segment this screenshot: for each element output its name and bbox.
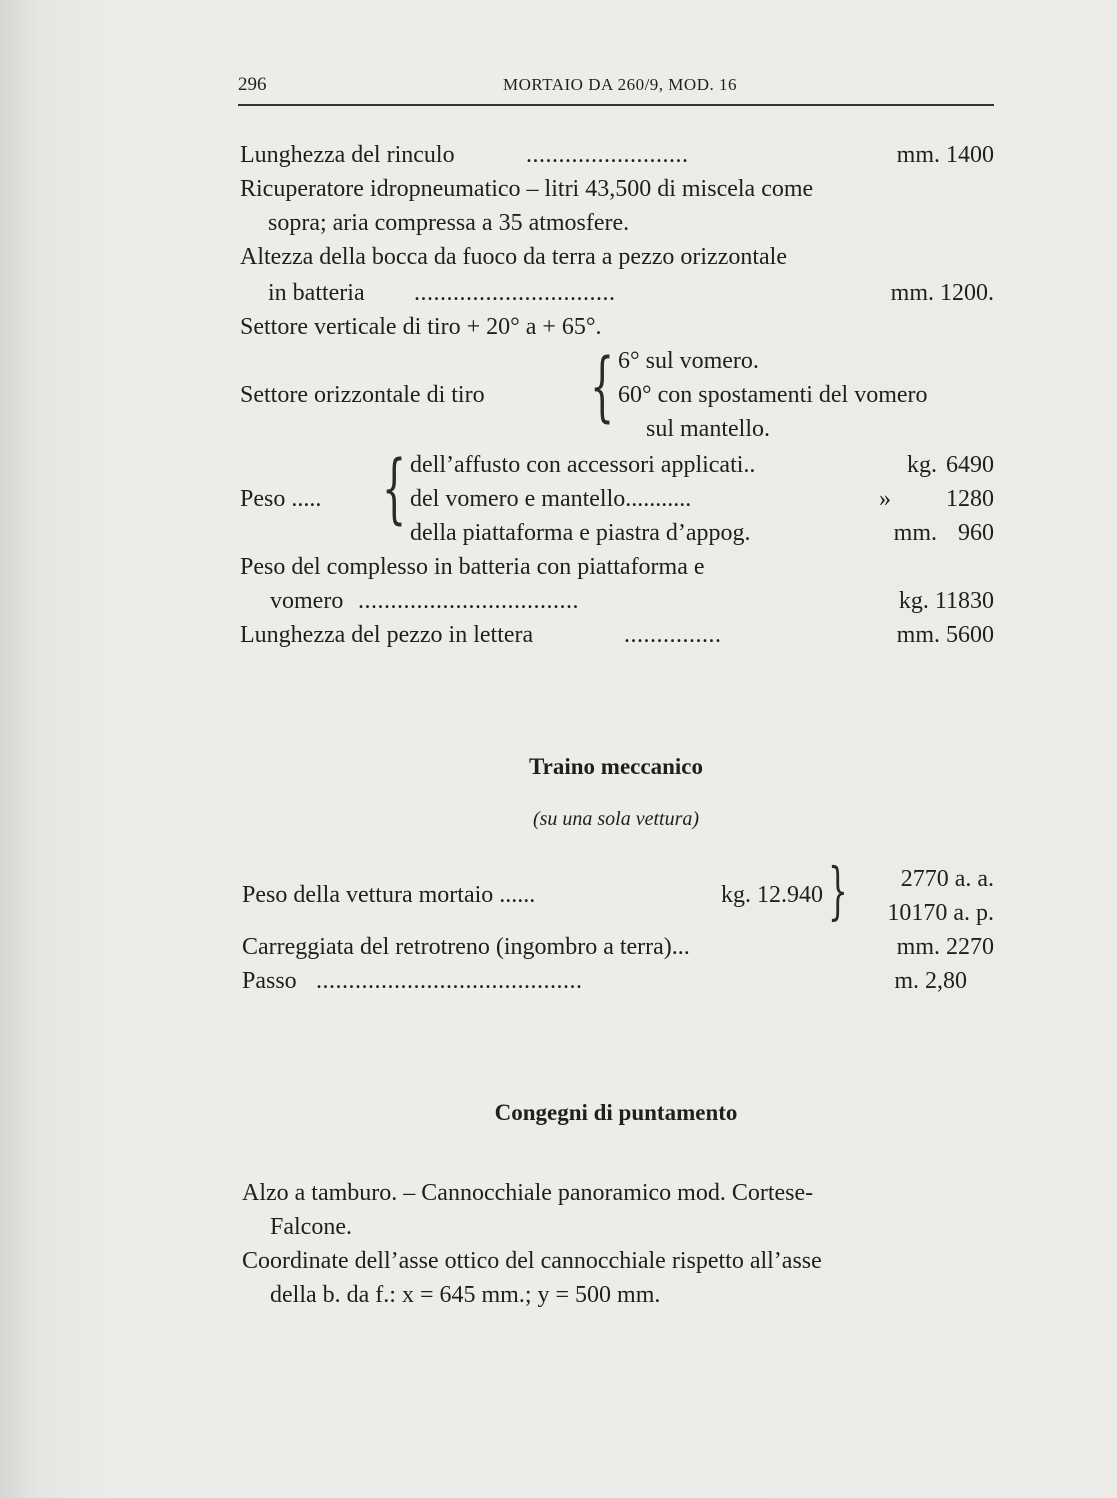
rinculo-value: mm. 1400 <box>896 142 994 168</box>
lettera-label: Lunghezza del pezzo in lettera <box>240 622 534 648</box>
running-title: MORTAIO DA 260/9, MOD. 16 <box>503 75 737 94</box>
peso-vettura-label: Peso della vettura mortaio ...... <box>242 882 536 908</box>
passo-dots: ......................................... <box>316 968 583 994</box>
peso-label: Peso ..... <box>240 486 322 512</box>
complesso-value: kg. 11830 <box>898 588 994 614</box>
lettera-value: mm. 5600 <box>896 622 994 648</box>
settore-orizzontale-1: 6° sul vomero. <box>618 348 759 374</box>
peso-affusto-text: dell’affusto con accessori applicati.. <box>410 452 756 478</box>
alzo-line-1: Alzo a tamburo. – Cannocchiale panoramico mod. Cortese- <box>242 1180 814 1206</box>
alzo-line-2: Falcone. <box>270 1214 352 1240</box>
lettera-dots: ............... <box>624 622 722 648</box>
peso-asse-anteriore: 2770 a. a. <box>900 866 994 892</box>
settore-orizzontale-2: 60° con spostamenti del vomero <box>618 382 928 408</box>
rinculo-dots: ......................... <box>526 142 689 168</box>
peso-vomero-value: 1280 <box>946 486 994 512</box>
altezza-line-2-label: in batteria <box>268 280 365 306</box>
traino-title: Traino meccanico <box>529 754 703 779</box>
complesso-line-1: Peso del complesso in batteria con piattaforma e <box>240 554 705 580</box>
peso-vettura-value: kg. 12.940 <box>721 882 823 908</box>
header-rule <box>238 104 994 106</box>
settore-verticale: Settore verticale di tiro + 20° a + 65°. <box>240 314 602 340</box>
peso-piattaforma-unit: mm. <box>893 520 937 546</box>
peso-asse-posteriore: 10170 a. p. <box>887 900 994 926</box>
rinculo-label: Lunghezza del rinculo <box>240 142 455 168</box>
peso-piattaforma-text: della piattaforma e piastra d’appog. <box>410 520 751 546</box>
complesso-dots: .................................. <box>358 588 579 614</box>
peso-vomero-text: del vomero e mantello........... <box>410 486 692 512</box>
coordinate-line-2: della b. da f.: x = 645 mm.; y = 500 mm. <box>270 1282 661 1308</box>
passo-value: m. 2,80 <box>894 968 967 994</box>
peso-affusto-unit: kg. <box>907 452 937 478</box>
complesso-line-2-label: vomero <box>270 588 344 614</box>
ricuperatore-line-2: sopra; aria compressa a 35 atmosfere. <box>268 210 630 236</box>
brace-vettura: } <box>828 854 848 927</box>
passo-label: Passo <box>242 968 297 994</box>
peso-piattaforma-value: 960 <box>958 520 994 546</box>
altezza-dots: ............................... <box>414 280 616 306</box>
carreggiata-value: mm. 2270 <box>896 934 994 960</box>
brace-settore: { <box>590 341 615 430</box>
altezza-value: mm. 1200. <box>890 280 994 306</box>
ricuperatore-line-1: Ricuperatore idropneumatico – litri 43,500 di miscela come <box>240 176 814 202</box>
peso-vomero-unit: » <box>879 486 891 512</box>
altezza-line-1: Altezza della bocca da fuoco da terra a pezzo orizzontale <box>240 244 787 270</box>
peso-affusto-value: 6490 <box>946 452 994 478</box>
coordinate-line-1: Coordinate dell’asse ottico del cannocchiale rispetto all’asse <box>242 1248 822 1274</box>
carreggiata-label: Carreggiata del retrotreno (ingombro a terra)... <box>242 934 690 960</box>
brace-peso: { <box>382 443 407 532</box>
congegni-title: Congegni di puntamento <box>494 1100 738 1125</box>
settore-orizzontale-3: sul mantello. <box>646 416 770 442</box>
settore-orizzontale-label: Settore orizzontale di tiro <box>240 382 485 408</box>
page-number: 296 <box>238 74 267 95</box>
traino-subtitle: (su una sola vettura) <box>532 808 700 830</box>
